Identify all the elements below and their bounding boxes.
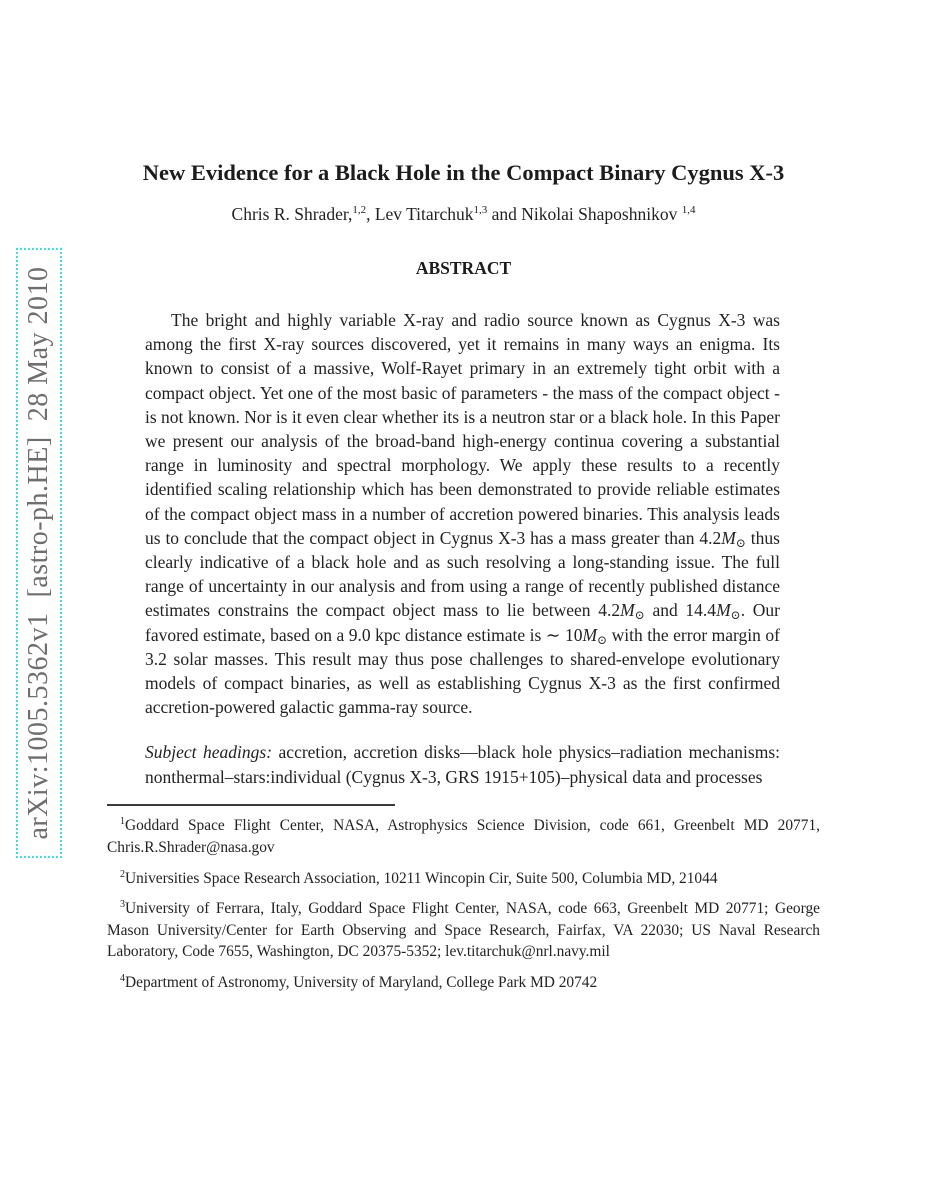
footnote-2	[107, 868, 820, 890]
footnote-4	[107, 972, 820, 994]
footnote-1	[107, 815, 820, 858]
circled-dot-subscript: ⊙	[735, 535, 746, 550]
solar-mass-m: M	[721, 527, 736, 548]
abstract-heading: ABSTRACT	[415, 258, 512, 278]
author-name: , Lev Titarchuk	[366, 204, 474, 224]
abstract-text: with the error margin of 3.2 solar masses. This result may thus pose challenges to shared-envelope evolutionary models of compact binaries, as well as establishing Cygnus X-3 as the first confirmed accretion-powered galactic gamma-ray source.	[145, 624, 780, 718]
solar-mass-symbol	[716, 600, 741, 623]
abstract-paragraph	[145, 308, 780, 719]
footnote-text: University of Ferrara, Italy, Goddard Space Flight Center, NASA, code 663, Greenbelt MD 20771; George Mason University/Center for Earth Observing and Space Research, Fairfax, VA 22030; US Naval Research Laboratory, Code 7655, Washington, DC 20375-5352; lev.titarchuk@nrl.navy.mil	[107, 900, 820, 961]
footnote-text: Universities Space Research Association, 10211 Wincopin Cir, Suite 500, Columbia MD, 21044	[125, 869, 718, 887]
author-affiliation-superscript: 1,4	[681, 204, 696, 217]
author-affiliation-superscript: 1,3	[473, 204, 488, 217]
author-name: Chris R. Shrader,	[231, 204, 353, 224]
footnote-number: 1	[120, 816, 125, 828]
abstract-text: . Our favored estimate, based on a 9.0 kpc distance estimate is ∼ 10	[145, 600, 780, 645]
author-name: and Nikolai Shaposhnikov	[487, 204, 682, 224]
subject-headings	[145, 740, 780, 788]
footnote-number: 2	[120, 868, 125, 880]
abstract-text: thus clearly indicative of a black hole and as such resolving a long-standing issue. The full range of uncertainty in our analysis and from using a range of recently published distance estimates constrains the compact object mass to lie between 4.2	[145, 527, 780, 621]
paper-content	[107, 0, 820, 994]
footnote-text: Department of Astronomy, University of Maryland, College Park MD 20742	[125, 973, 598, 991]
footnote-divider-rule	[107, 804, 395, 807]
footnote-number: 4	[120, 972, 125, 984]
author-affiliation-superscript: 1,2	[352, 204, 367, 217]
footnotes-section	[107, 804, 820, 994]
footnote-number: 3	[120, 899, 125, 911]
solar-mass-m: M	[716, 600, 731, 621]
circled-dot-subscript: ⊙	[597, 632, 608, 647]
solar-mass-m: M	[582, 624, 598, 645]
arxiv-id-label: arXiv:1005.5362v1 [astro-ph.HE] 28 May 2010	[23, 266, 54, 840]
subject-headings-text: accretion, accretion disks—black hole physics–radiation mechanisms: nonthermal–stars:individual (Cygnus X-3, GRS 1915+105)–physical data and processes	[145, 742, 780, 787]
solar-mass-symbol	[721, 528, 746, 548]
solar-mass-symbol	[620, 600, 645, 623]
arxiv-watermark-box	[16, 248, 62, 858]
abstract-text: and 14.4	[644, 600, 717, 621]
circled-dot-subscript: ⊙	[730, 608, 741, 623]
footnote-text: Goddard Space Flight Center, NASA, Astrophysics Science Division, code 661, Greenbelt MD 20771, Chris.R.Shrader@nasa.gov	[107, 817, 820, 856]
solar-mass-symbol	[582, 625, 607, 645]
abstract-text: The bright and highly variable X-ray and radio source known as Cygnus X-3 was among the first X-ray sources discovered, yet it remains in many ways an enigma. Its known to consist of a massive, Wolf-Rayet primary in an extremely tight orbit with a compact object. Yet one of the most basic of parameters - the mass of the compact object - is not known. Nor is it even clear whether its is a neutron star or a black hole. In this Paper we present our analysis of the broad-band high-energy continua covering a substantial range in luminosity and spectral morphology. We apply these results to a recently identified scaling relationship which has been demonstrated to provide reliable estimates of the compact object mass in a number of accretion powered binaries. This analysis leads us to conclude that the compact object in Cygnus X-3 has a mass greater than 4.2	[145, 310, 780, 548]
footnote-3	[107, 898, 820, 963]
circled-dot-subscript: ⊙	[634, 608, 645, 623]
author-line	[107, 203, 820, 225]
solar-mass-m: M	[620, 600, 635, 621]
paper-title: New Evidence for a Black Hole in the Compact Binary Cygnus X-3	[142, 160, 785, 185]
subject-headings-label: Subject headings:	[145, 742, 273, 763]
